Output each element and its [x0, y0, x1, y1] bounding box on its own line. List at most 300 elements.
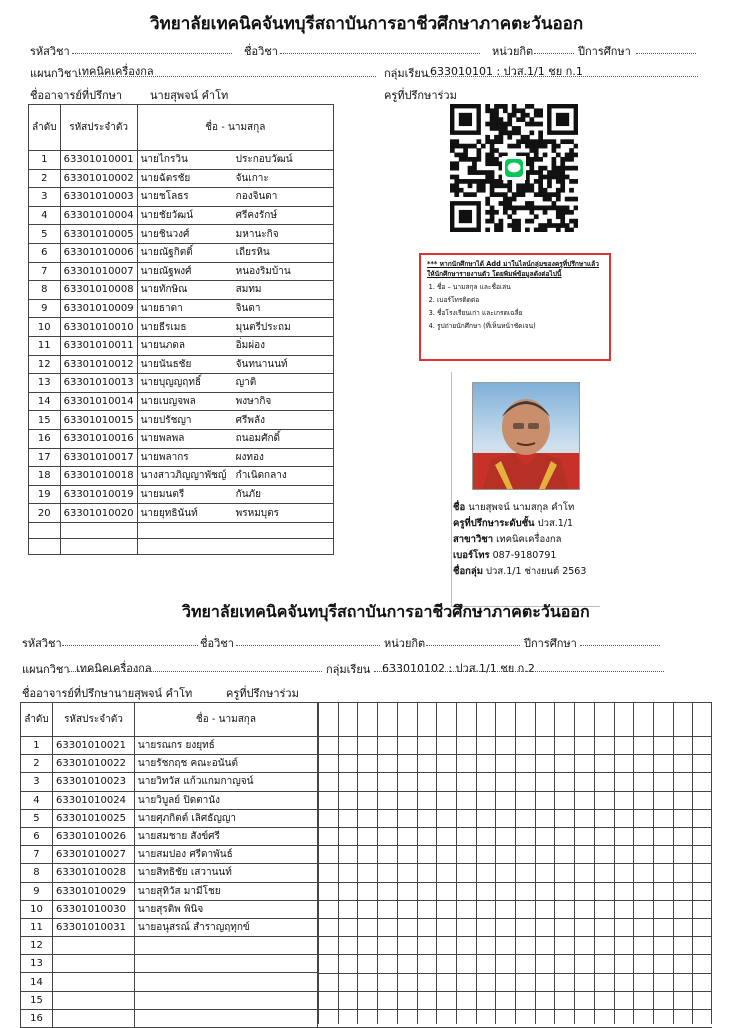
row-student-id: 63301010008 — [60, 281, 137, 300]
row-first-name: นายมนตรี — [137, 485, 233, 504]
qr-module — [481, 144, 486, 149]
row-last-name: ศรีคงรักษ์ — [233, 206, 334, 225]
qr-module — [503, 183, 508, 188]
sheet2-department-label: แผนกวิชา — [22, 663, 70, 676]
qr-module — [494, 104, 499, 109]
qr-module — [490, 192, 495, 197]
qr-module — [547, 223, 552, 228]
qr-module — [574, 223, 578, 228]
qr-module — [529, 104, 534, 109]
grid-row-line — [318, 900, 712, 901]
qr-module — [507, 122, 512, 127]
qr-module — [450, 144, 455, 149]
row-student-id — [52, 955, 134, 973]
qr-module — [565, 206, 570, 211]
row-student-id: 63301010009 — [60, 299, 137, 318]
row-first-name: นายชโลธร — [137, 188, 233, 207]
qr-module — [538, 223, 543, 228]
qr-module — [569, 148, 574, 153]
row-last-name: จันเกาะ — [233, 169, 334, 188]
qr-module — [521, 108, 526, 113]
qr-module — [454, 161, 459, 166]
qr-module — [463, 144, 468, 149]
qr-module — [516, 192, 521, 197]
qr-module — [494, 223, 499, 228]
qr-module — [499, 104, 504, 109]
qr-module — [534, 192, 539, 197]
row-student-id: 63301010028 — [52, 864, 134, 882]
qr-module — [490, 153, 495, 158]
qr-module — [538, 108, 543, 113]
qr-module — [538, 206, 543, 211]
teacher-name-value: นายสุพจน์ นามสกุล คำโท — [468, 502, 575, 513]
qr-module — [463, 179, 468, 184]
row-first-name: นางสาวภิญญาพัชญ์ — [137, 467, 233, 486]
qr-module — [468, 144, 473, 149]
row-first-name: นายเบญจพล — [137, 392, 233, 411]
sheet2-group-field — [374, 671, 664, 672]
table-row — [29, 206, 334, 225]
qr-module — [476, 148, 481, 153]
sheet2-co-advisor-label: ครูที่ปรึกษาร่วม — [226, 687, 299, 700]
qr-module — [516, 206, 521, 211]
qr-module — [525, 188, 530, 193]
qr-module — [494, 148, 499, 153]
qr-module — [521, 117, 526, 122]
qr-module — [507, 188, 512, 193]
row-no: 11 — [29, 336, 61, 355]
qr-module — [543, 139, 548, 144]
table-row — [29, 188, 334, 207]
sheet1-department-field — [76, 76, 376, 77]
qr-module — [538, 157, 543, 162]
table-row — [29, 355, 334, 374]
table2-header-no: ลำดับ — [21, 703, 53, 737]
qr-module — [547, 192, 552, 197]
qr-module — [507, 197, 512, 202]
row-no: 16 — [21, 1009, 53, 1027]
qr-module — [529, 130, 534, 135]
qr-module — [499, 126, 504, 131]
qr-module — [560, 157, 565, 162]
grid-row-line — [318, 791, 712, 792]
qr-module — [490, 206, 495, 211]
qr-module — [499, 223, 504, 228]
qr-module — [476, 179, 481, 184]
qr-module — [543, 206, 548, 211]
qr-module — [574, 197, 578, 202]
qr-module — [472, 166, 477, 171]
teacher-name-label: ชื่อ — [453, 502, 466, 513]
qr-module — [512, 130, 517, 135]
qr-module — [560, 206, 565, 211]
qr-module — [485, 219, 490, 224]
table2-row — [21, 864, 318, 882]
qr-module — [552, 166, 557, 171]
qr-module — [521, 139, 526, 144]
grid-row-line — [318, 863, 712, 864]
teacher-phone-label: เบอร์โทร — [453, 550, 490, 561]
attendance-grid — [318, 702, 712, 1024]
row-first-name: นายไกรวิน — [137, 151, 233, 170]
sheet2-year-label: ปีการศึกษา — [524, 637, 577, 650]
qr-module — [534, 228, 539, 232]
qr-module — [507, 135, 512, 140]
qr-module — [472, 179, 477, 184]
qr-module — [516, 117, 521, 122]
qr-module — [499, 228, 504, 232]
row-first-name: นายปรัชญา — [137, 411, 233, 430]
row-student-id: 63301010012 — [60, 355, 137, 374]
table2-row — [21, 918, 318, 936]
grid-row-line — [318, 809, 712, 810]
qr-module — [490, 117, 495, 122]
qr-module — [468, 166, 473, 171]
qr-finder-center — [459, 113, 472, 126]
qr-module — [454, 175, 459, 180]
qr-module — [556, 223, 561, 228]
row-no: 6 — [29, 243, 61, 262]
qr-module — [574, 179, 578, 184]
grid-row-line — [318, 918, 712, 919]
qr-module — [485, 228, 490, 232]
qr-module — [463, 148, 468, 153]
qr-module — [503, 197, 508, 202]
qr-module — [552, 161, 557, 166]
grid-row-line — [318, 882, 712, 883]
qr-module — [521, 183, 526, 188]
qr-module — [569, 139, 574, 144]
qr-module — [547, 175, 552, 180]
qr-module — [569, 166, 574, 171]
qr-module — [569, 228, 574, 232]
qr-module — [463, 153, 468, 158]
qr-module — [529, 188, 534, 193]
row-first-name: นายณัฐพงศ์ — [137, 262, 233, 281]
qr-module — [529, 139, 534, 144]
qr-module — [490, 175, 495, 180]
table-row — [29, 281, 334, 300]
teacher-dept-label: สาขาวิชา — [453, 534, 494, 545]
row-student-id: 63301010013 — [60, 374, 137, 393]
table2-header-id: รหัสประจำตัว — [52, 703, 134, 737]
table-row — [29, 169, 334, 188]
sheet1-department-label: แผนกวิชา — [30, 67, 78, 80]
sheet1-credit-field — [534, 53, 574, 54]
notice-item: 1. ชื่อ – นามสกุล และชื่อเล่น — [437, 282, 603, 292]
qr-module — [454, 179, 459, 184]
sheet2-subject-name-field — [236, 645, 380, 646]
qr-module — [534, 144, 539, 149]
table2-row — [21, 973, 318, 991]
row-student-id: 63301010007 — [60, 262, 137, 281]
row-no: 19 — [29, 485, 61, 504]
grid-row-line — [318, 702, 712, 703]
sheet1-title: วิทยาลัยเทคนิคจันทบุรีสถาบันการอาชีวศึกษาภาคตะวันออก — [150, 14, 584, 34]
qr-module — [454, 144, 459, 149]
qr-module — [516, 228, 521, 232]
row-last-name: เถียรหิน — [233, 243, 334, 262]
qr-module — [459, 144, 464, 149]
qr-module — [534, 153, 539, 158]
sheet2-subject-code-field — [62, 645, 198, 646]
qr-module — [538, 113, 543, 118]
qr-module — [494, 122, 499, 127]
qr-module — [529, 122, 534, 127]
notice-item: 2. เบอร์โทรติดต่อ — [437, 295, 603, 305]
qr-module — [574, 144, 578, 149]
table-row — [29, 151, 334, 170]
qr-module — [485, 108, 490, 113]
row-student-id: 63301010025 — [52, 809, 134, 827]
sheet2-advisor-label: ชื่ออาจารย์ที่ปรึกษา — [22, 687, 115, 700]
row-first-name: นายนันธชัย — [137, 355, 233, 374]
qr-module — [472, 192, 477, 197]
qr-module — [494, 126, 499, 131]
sheet1-subject-name-label: ชื่อวิชา — [244, 45, 278, 58]
qr-module — [485, 153, 490, 158]
qr-module — [534, 148, 539, 153]
qr-module — [552, 148, 557, 153]
qr-module — [547, 183, 552, 188]
sheet2-department-value: เทคนิคเครื่องกล — [76, 662, 152, 675]
qr-module — [565, 139, 570, 144]
qr-module — [525, 144, 530, 149]
teacher-group-value: ปวส.1/1 ช่างยนต์ 2563 — [486, 566, 587, 577]
teacher-role-label: ครูที่ปรึกษาระดับชั้น — [453, 518, 535, 529]
qr-module — [494, 113, 499, 118]
row-last-name: พงษากิจ — [233, 392, 334, 411]
row-last-name: มุนตรีประถม — [233, 318, 334, 337]
qr-module — [450, 183, 455, 188]
qr-module — [521, 135, 526, 140]
qr-module — [565, 197, 570, 202]
qr-module — [574, 166, 578, 171]
table2-row — [21, 955, 318, 973]
qr-module — [565, 223, 570, 228]
qr-module — [552, 201, 557, 206]
qr-module — [494, 183, 499, 188]
qr-module — [494, 210, 499, 215]
qr-module — [490, 139, 495, 144]
table-row — [29, 429, 334, 448]
row-last-name: อิ่มผ่อง — [233, 336, 334, 355]
qr-module — [538, 135, 543, 140]
qr-module — [454, 139, 459, 144]
sheet1-department-value: เทคนิคเครื่องกล — [78, 65, 154, 78]
qr-module — [494, 117, 499, 122]
qr-module — [547, 206, 552, 211]
sheet1-year-field — [636, 53, 696, 54]
row-last-name: ประกอบวัฒน์ — [233, 151, 334, 170]
row-name — [134, 1009, 317, 1027]
qr-module — [534, 122, 539, 127]
qr-module — [565, 228, 570, 232]
row-no: 5 — [21, 809, 53, 827]
qr-module — [556, 214, 561, 219]
qr-module — [543, 192, 548, 197]
qr-module — [552, 157, 557, 162]
row-student-id: 63301010017 — [60, 448, 137, 467]
qr-module — [529, 148, 534, 153]
qr-module — [560, 139, 565, 144]
row-last-name: พรหมบุตร — [233, 504, 334, 523]
row-first-name: นายณัฐกิตติ์ — [137, 243, 233, 262]
row-no: 8 — [29, 281, 61, 300]
sheet1-subject-code-field — [72, 53, 232, 54]
table2-row — [21, 755, 318, 773]
row-student-id: 63301010006 — [60, 243, 137, 262]
qr-module — [525, 104, 530, 109]
sheet1-advisor-label: ชื่ออาจารย์ที่ปรึกษา — [30, 89, 123, 102]
grid-row-line — [318, 1009, 712, 1010]
qr-module — [516, 130, 521, 135]
qr-module — [538, 166, 543, 171]
qr-module — [556, 192, 561, 197]
row-name: นายวิทวัส แก้วแกมกาญจน์ — [134, 773, 317, 791]
notice-item: 3. ชื่อโรงเรียนเก่า และเกรดเฉลี่ย — [437, 308, 603, 318]
row-no: 3 — [21, 773, 53, 791]
qr-module — [468, 192, 473, 197]
row-no: 7 — [21, 846, 53, 864]
sheet1-co-advisor-label: ครูที่ปรึกษาร่วม — [384, 89, 457, 102]
table2-header-name: ชื่อ - นามสกุล — [134, 703, 317, 737]
qr-module — [512, 197, 517, 202]
qr-module — [512, 113, 517, 118]
qr-module — [534, 108, 539, 113]
qr-module — [476, 188, 481, 193]
qr-module — [556, 144, 561, 149]
row-no: 12 — [29, 355, 61, 374]
row-first-name: นายพลพล — [137, 429, 233, 448]
qr-module — [485, 122, 490, 127]
qr-module — [468, 183, 473, 188]
qr-module — [490, 170, 495, 175]
qr-module — [476, 153, 481, 158]
qr-module — [481, 183, 486, 188]
qr-module — [499, 201, 504, 206]
qr-module — [503, 104, 508, 109]
qr-module — [450, 175, 455, 180]
qr-module — [574, 206, 578, 211]
row-last-name: ถนอมศักดิ์ — [233, 429, 334, 448]
table-row — [29, 467, 334, 486]
row-student-id: 63301010022 — [52, 755, 134, 773]
qr-module — [547, 170, 552, 175]
row-student-id: 63301010014 — [60, 392, 137, 411]
qr-module — [560, 188, 565, 193]
row-name: นายอนุสรณ์ สำราญฤทุกข์ — [134, 918, 317, 936]
qr-module — [468, 157, 473, 162]
qr-module — [534, 157, 539, 162]
qr-module — [538, 188, 543, 193]
qr-module — [476, 139, 481, 144]
row-student-id: 63301010003 — [60, 188, 137, 207]
qr-module — [529, 210, 534, 215]
qr-module — [560, 183, 565, 188]
row-no: 16 — [29, 429, 61, 448]
qr-module — [552, 139, 557, 144]
grid-row-line — [318, 973, 712, 974]
qr-module — [565, 210, 570, 215]
table-row — [29, 318, 334, 337]
row-first-name: นายธีรเมธ — [137, 318, 233, 337]
qr-module — [476, 157, 481, 162]
qr-module — [529, 183, 534, 188]
table-row — [29, 411, 334, 430]
row-last-name: ผงทอง — [233, 448, 334, 467]
row-first-name: นายยุทธินันท์ — [137, 504, 233, 523]
qr-module — [507, 206, 512, 211]
qr-module — [538, 170, 543, 175]
qr-module — [529, 206, 534, 211]
qr-module — [472, 144, 477, 149]
row-name: นายสิทธิชัย เสวานนท์ — [134, 864, 317, 882]
qr-module — [525, 113, 530, 118]
qr-module — [503, 122, 508, 127]
teacher-role-value: ปวส.1/1 — [537, 518, 574, 529]
qr-module — [556, 228, 561, 232]
qr-module — [525, 135, 530, 140]
teacher-group-label: ชื่อกลุ่ม — [453, 566, 483, 577]
row-student-id: 63301010018 — [60, 467, 137, 486]
qr-module — [485, 170, 490, 175]
row-name: นายสุทิวัส มามีโชย — [134, 882, 317, 900]
row-last-name: จันทนานนท์ — [233, 355, 334, 374]
qr-module — [485, 201, 490, 206]
qr-module — [490, 183, 495, 188]
row-first-name: นายบุญญฤทธิ์ — [137, 374, 233, 393]
row-no: 13 — [29, 374, 61, 393]
table-row — [29, 485, 334, 504]
teacher-card — [451, 372, 600, 607]
row-no: 5 — [29, 225, 61, 244]
qr-module — [556, 153, 561, 158]
qr-module — [516, 183, 521, 188]
row-student-id — [52, 973, 134, 991]
qr-module — [521, 206, 526, 211]
row-no: 10 — [21, 900, 53, 918]
row-student-id: 63301010015 — [60, 411, 137, 430]
table2-row — [21, 900, 318, 918]
row-student-id: 63301010019 — [60, 485, 137, 504]
grid-row-line — [318, 754, 712, 755]
qr-module — [450, 139, 455, 144]
qr-module — [485, 157, 490, 162]
qr-finder-center — [459, 210, 472, 223]
qr-module — [560, 179, 565, 184]
grid-row-line — [318, 954, 712, 955]
qr-module — [529, 201, 534, 206]
qr-module — [521, 113, 526, 118]
qr-module — [481, 179, 486, 184]
qr-module — [556, 206, 561, 211]
row-no: 10 — [29, 318, 61, 337]
sheet2-subject-name-label: ชื่อวิชา — [200, 637, 234, 650]
table-header-no: ลำดับ — [29, 105, 61, 151]
qr-module — [560, 223, 565, 228]
qr-module — [490, 214, 495, 219]
qr-module — [521, 192, 526, 197]
table2-row — [21, 791, 318, 809]
qr-module — [516, 188, 521, 193]
sheet2-year-field — [580, 645, 660, 646]
table-row — [29, 225, 334, 244]
qr-module — [516, 108, 521, 113]
qr-module — [463, 192, 468, 197]
row-student-id: 63301010026 — [52, 827, 134, 845]
qr-module — [485, 104, 490, 109]
